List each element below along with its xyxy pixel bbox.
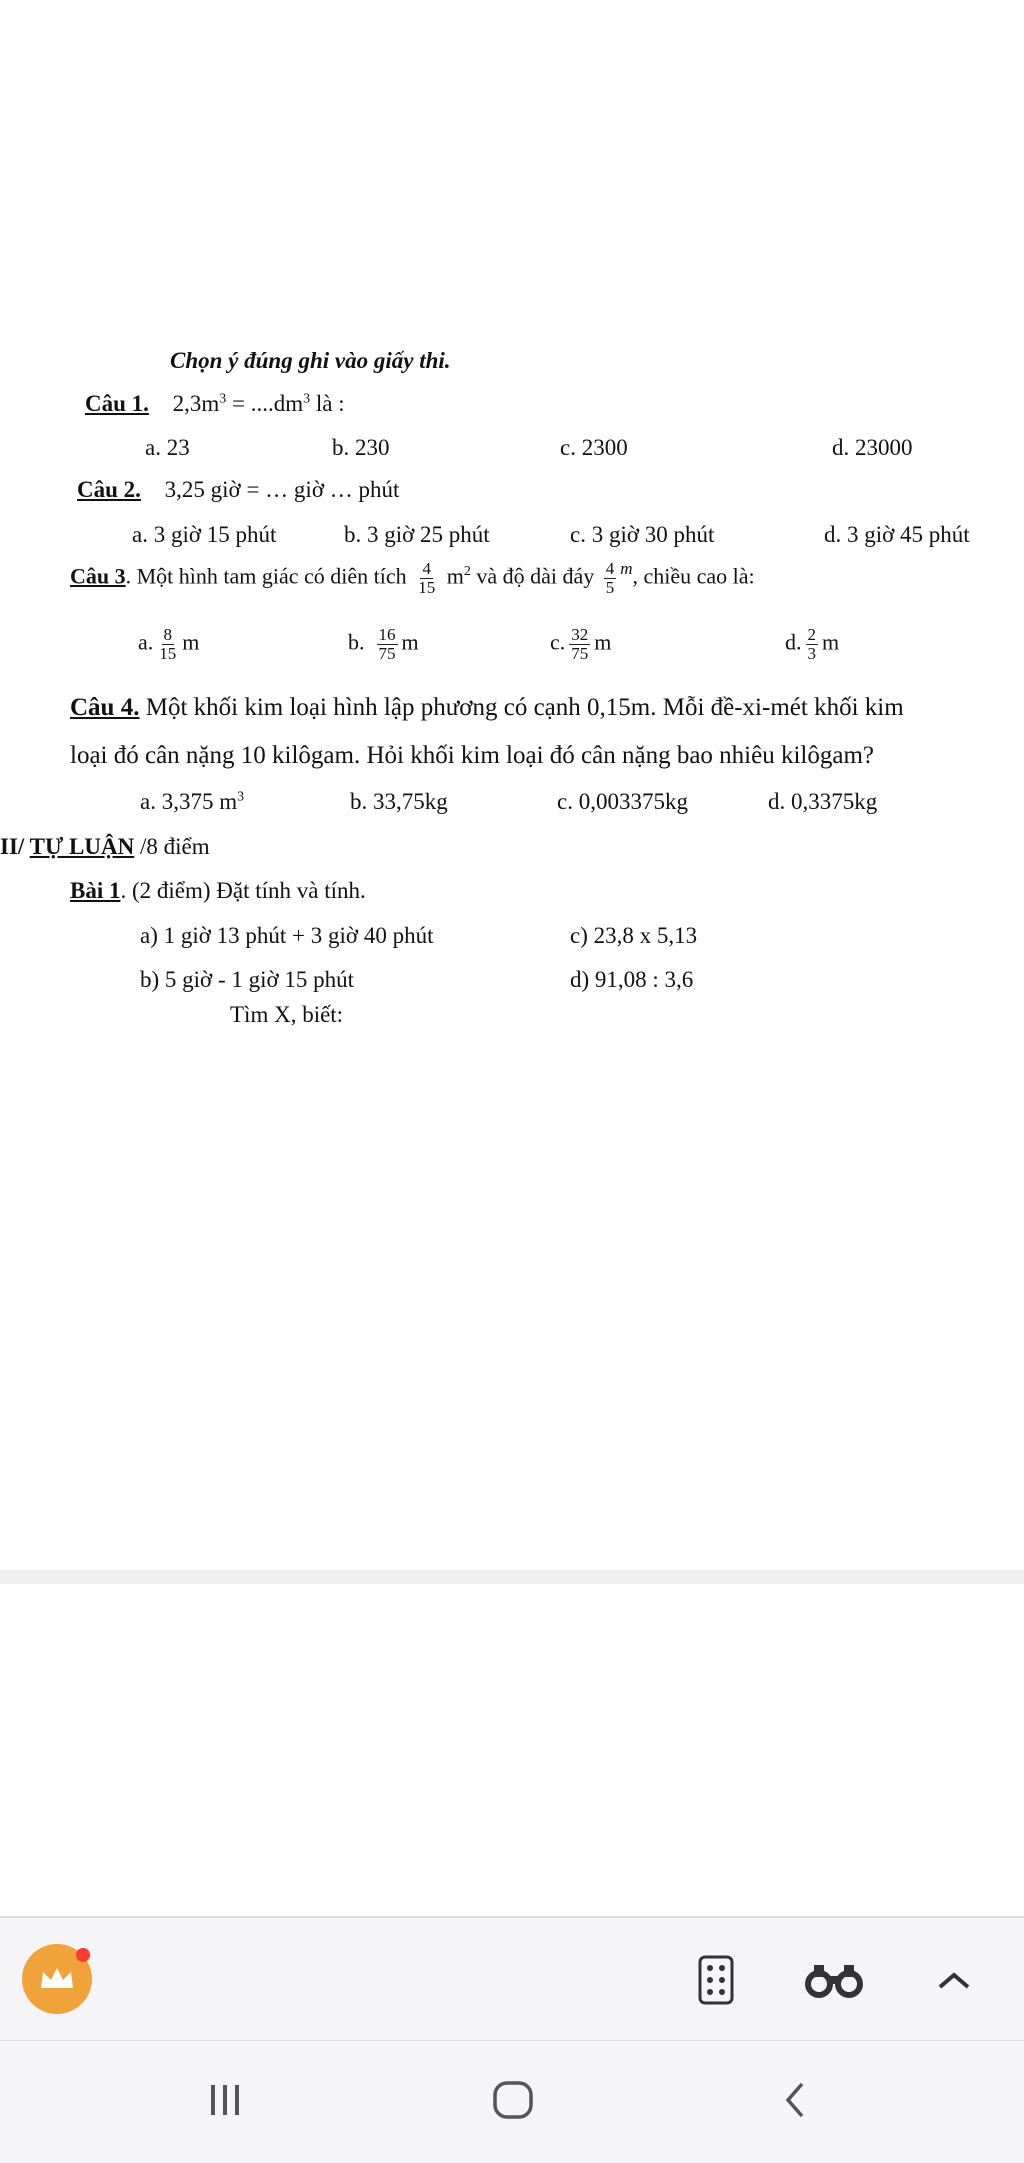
back-icon	[780, 2080, 810, 2120]
q4-a-text: a. 3,375 m	[140, 789, 238, 814]
bai-1-part-b: b) 5 giờ - 1 giờ 15 phút	[140, 967, 355, 992]
chevron-up-icon	[934, 1968, 974, 1992]
q3-frac1-den: 15	[418, 577, 436, 597]
q3-unit-m: m	[620, 559, 633, 578]
q3-c-letter: c.	[550, 629, 566, 655]
viewer-background	[0, 1584, 1024, 1916]
q3-a-letter: a.	[138, 629, 154, 655]
q3-a-den: 15	[159, 643, 177, 663]
q4-option-c: c. 0,003375kg	[557, 789, 688, 814]
q3-c-frac	[569, 626, 590, 663]
q3-a-unit: m	[182, 629, 200, 655]
q1-stem-a: 2,3m	[172, 391, 220, 416]
q4-a-sup: 3	[237, 789, 245, 805]
q1-sup-2: 3	[303, 391, 311, 407]
q2-option-d: d. 3 giờ 45 phút	[824, 522, 970, 547]
q1-option-c: c. 2300	[560, 435, 628, 460]
q3-fraction-area	[416, 560, 437, 597]
back-button[interactable]	[760, 2070, 830, 2130]
q1-option-a: a. 23	[145, 435, 190, 460]
binoculars-icon	[804, 1962, 864, 1998]
q3-stem-a: . Một hình tam giác có diên tích	[125, 563, 407, 589]
q3-option-b	[348, 626, 419, 663]
q4-line-2: loại đó cân nặng 10 kilôgam. Hỏi khối kim loại đó cân nặng bao nhiêu kilôgam?	[70, 742, 874, 769]
q3-stem-c: và độ dài đáy	[470, 563, 595, 589]
q4-label: Câu 4.	[70, 694, 140, 721]
page-separator	[0, 1570, 1024, 1584]
q3-frac2-den: 5	[605, 577, 615, 597]
q3-frac1-num: 4	[422, 559, 431, 578]
q3-b-frac	[377, 626, 398, 663]
collapse-button[interactable]	[924, 1950, 984, 2010]
q4-option-b: b. 33,75kg	[350, 789, 448, 814]
question-2	[77, 477, 399, 502]
q3-d-num: 2	[807, 625, 816, 644]
q3-fraction-base	[604, 560, 617, 597]
q1-stem-c: là :	[310, 391, 345, 416]
binoculars-button[interactable]	[804, 1950, 864, 2010]
q3-stem-d: , chiều cao là:	[632, 563, 755, 589]
q4-option-d: d. 0,3375kg	[768, 789, 878, 814]
recents-button[interactable]	[190, 2070, 260, 2130]
q3-a-frac	[157, 626, 178, 663]
q3-d-frac	[806, 626, 819, 663]
q3-label: Câu 3	[70, 563, 126, 589]
recents-icon	[205, 2083, 245, 2117]
dice-grid-button[interactable]	[686, 1950, 746, 2010]
part-2-points: /8 điểm	[134, 834, 210, 859]
tim-x: Tìm X, biết:	[230, 1002, 344, 1027]
q3-b-letter: b.	[348, 629, 365, 655]
bai-1-text: . (2 điểm) Đặt tính và tính.	[120, 878, 366, 903]
q2-option-b: b. 3 giờ 25 phút	[344, 522, 490, 547]
q2-option-c: c. 3 giờ 30 phút	[570, 522, 715, 547]
q3-c-num: 32	[571, 625, 589, 644]
dice-grid-icon	[698, 1955, 734, 2005]
q3-stem-b: m	[446, 563, 464, 589]
q3-b-num: 16	[378, 625, 396, 644]
notification-dot	[76, 1948, 90, 1962]
q1-option-b: b. 230	[332, 435, 390, 460]
part-2-prefix: II/	[0, 834, 30, 859]
q3-d-letter: d.	[785, 629, 802, 655]
q3-a-num: 8	[163, 625, 173, 644]
q3-b-den: 75	[378, 643, 396, 663]
q4-line-1: Một khối kim loại hình lập phương có cạnh 0,15m. Mỗi đề-xi-mét khối kim	[139, 694, 904, 721]
q3-option-a	[138, 626, 199, 663]
q2-stem: 3,25 giờ = … giờ … phút	[164, 477, 400, 502]
q1-option-d: d. 23000	[832, 435, 913, 460]
q3-d-unit: m	[822, 629, 840, 655]
bai-1	[70, 878, 366, 903]
q1-label: Câu 1.	[85, 391, 149, 416]
q2-label: Câu 2.	[77, 477, 141, 502]
crown-icon	[37, 1964, 77, 1994]
bai-1-part-d: d) 91,08 : 3,6	[570, 967, 694, 992]
instruction: Chọn ý đúng ghi vào giấy thi.	[170, 348, 451, 373]
question-4-line-1	[70, 694, 904, 722]
viewer-toolbar	[0, 1916, 1024, 2042]
home-button[interactable]	[478, 2070, 548, 2130]
q1-sup-1: 3	[219, 391, 227, 407]
part-2-title: TỰ LUẬN	[29, 834, 135, 859]
q3-option-c	[550, 626, 611, 663]
bai-1-label: Bài 1	[70, 878, 121, 903]
q3-option-d	[785, 626, 839, 663]
question-1	[85, 391, 345, 416]
q2-option-a: a. 3 giờ 15 phút	[132, 522, 277, 547]
q1-stem-b: = ....dm	[226, 391, 304, 416]
q3-frac2-num: 4	[605, 559, 615, 578]
bai-1-part-a: a) 1 giờ 13 phút + 3 giờ 40 phút	[140, 923, 434, 948]
bai-1-part-c: c) 23,8 x 5,13	[570, 923, 698, 948]
part-2-heading	[0, 834, 210, 859]
q3-b-unit: m	[401, 629, 419, 655]
q3-c-unit: m	[594, 629, 612, 655]
question-3	[70, 560, 755, 597]
q3-sup: 2	[463, 564, 471, 580]
q4-option-a	[140, 789, 244, 814]
home-icon	[491, 2080, 535, 2120]
q3-c-den: 75	[571, 643, 589, 663]
q3-d-den: 3	[807, 643, 816, 663]
